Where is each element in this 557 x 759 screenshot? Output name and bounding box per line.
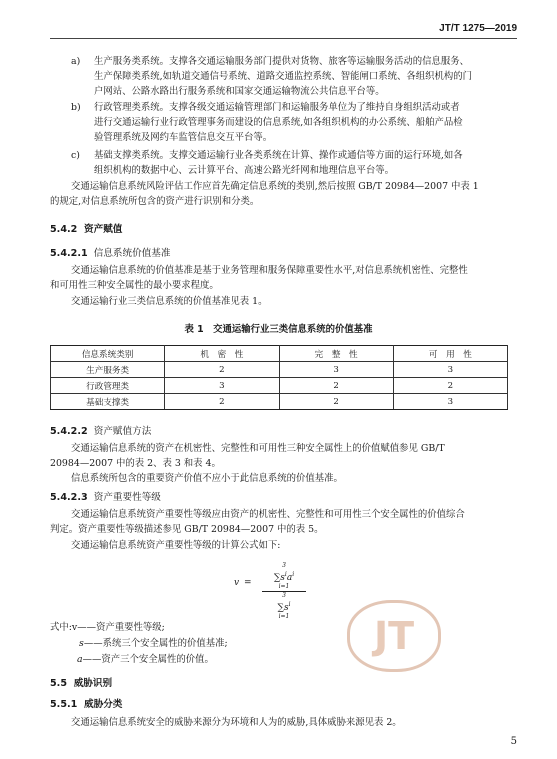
table-cell: 基础支撑类	[51, 394, 165, 410]
jt-watermark-stamp: JT	[347, 600, 441, 672]
where-symbol: s	[79, 638, 84, 649]
item-a-label: a)	[71, 56, 81, 67]
para4-line2: 20984—2007 中的表 2、表 3 和表 4。	[50, 458, 221, 469]
section-number: 5.4.2.2	[50, 426, 88, 437]
item-c-line2: 组织机构的数据中心、云计算平台、高速公路光纤网和地理信息平台等。	[94, 165, 395, 176]
table-cell: 3	[279, 362, 393, 378]
section-number: 5.5	[50, 678, 67, 689]
table-cell: 3	[393, 362, 507, 378]
item-b-label: b)	[71, 102, 81, 113]
table-cell: 2	[279, 378, 393, 394]
formula-equals: =	[244, 578, 252, 588]
item-c-label: c)	[71, 150, 80, 161]
section-number: 5.4.2.1	[50, 248, 88, 259]
numerator: $\sum s^ia^i$	[273, 571, 295, 583]
where-symbol: 式中:v	[50, 622, 78, 633]
formula-fraction	[262, 563, 306, 620]
section-5-5-1	[50, 697, 122, 712]
sum-upper: 3	[282, 592, 286, 599]
col-header: 可 用 性	[393, 346, 507, 362]
para5: 信息系统所包含的重要资产价值不应小于此信息系统的价值基准。	[71, 473, 343, 484]
table-cell: 2	[393, 378, 507, 394]
para1-line2: 的规定,对信息系统所包含的资产进行识别和分类。	[50, 196, 260, 207]
section-number: 5.4.2.3	[50, 492, 88, 503]
where-a	[77, 652, 214, 667]
table-cell: 行政管理类	[51, 378, 165, 394]
section-number: 5.4.2	[50, 224, 78, 235]
where-s	[79, 636, 228, 651]
section-5-5	[50, 676, 112, 691]
col-header: 完 整 性	[279, 346, 393, 362]
para6-line2: 判定。资产重要性等级描述参见 GB/T 20984—2007 中的表 5。	[50, 524, 324, 535]
table-row	[51, 362, 508, 378]
sum-upper: 3	[282, 562, 286, 569]
item-a-line3: 户网站、公路水路出行服务系统和国家交通运输物流公共信息平台等。	[94, 86, 385, 97]
where-v	[50, 620, 165, 635]
item-a-line2: 生产保障类系统,如轨道交通信号系统、道路交通监控系统、智能闸口系统、各组织机构的门	[94, 71, 472, 82]
value-baseline-table	[50, 345, 508, 410]
section-title: 资产重要性等级	[93, 492, 161, 503]
table-header-row	[51, 346, 508, 362]
item-b-line3: 验管理系统及网约车监管信息交互平台等。	[94, 132, 273, 143]
section-title: 信息系统价值基准	[93, 248, 171, 259]
section-title: 资产赋值方法	[93, 426, 152, 437]
importance-formula	[234, 562, 308, 620]
denominator: $\sum s^i$	[277, 601, 291, 613]
table-cell: 3	[393, 394, 507, 410]
section-title: 威胁分类	[84, 699, 123, 710]
section-number: 5.5.1	[50, 699, 78, 710]
doc-code: JT/T 1275—2019	[439, 23, 517, 34]
col-header: 机 密 性	[165, 346, 279, 362]
para3: 交通运输行业三类信息系统的价值基准见表 1。	[71, 296, 268, 307]
page-number: 5	[510, 736, 517, 747]
table-caption: 表 1 交通运输行业三类信息系统的价值基准	[184, 324, 373, 335]
section-5-4-2-1	[50, 246, 171, 261]
sum-lower: i=1	[278, 583, 290, 590]
para6-line1: 交通运输信息系统资产重要性等级应由资产的机密性、完整性和可用性三个安全属性的价值综合	[71, 509, 465, 520]
para1-line1: 交通运输信息系统风险评估工作应首先确定信息系统的类别,然后按照 GB/T 20984—2007 中表 1	[71, 181, 479, 192]
item-c-line1: 基础支撑类系统。支撑交通运输行业各类系统在计算、操作或通信等方面的运行环境,如各	[94, 150, 463, 161]
para7: 交通运输信息系统资产重要性等级的计算公式如下:	[71, 540, 281, 551]
section-title: 资产赋值	[84, 224, 123, 235]
para8: 交通运输信息系统安全的威胁来源分为环境和人为的威胁,具体威胁来源见表 2。	[71, 717, 402, 728]
where-symbol: a	[77, 654, 83, 665]
table-cell: 2	[279, 394, 393, 410]
table-cell: 2	[165, 394, 279, 410]
table-row	[51, 378, 508, 394]
sum-lower: i=1	[278, 613, 290, 620]
formula-lhs: v	[234, 578, 240, 588]
table-cell: 3	[165, 378, 279, 394]
table-cell: 2	[165, 362, 279, 378]
item-a-line1: 生产服务类系统。支撑各交通运输服务部门提供对货物、旅客等运输服务活动的信息服务、	[94, 56, 470, 67]
item-b-line1: 行政管理类系统。支撑各级交通运输管理部门和运输服务单位为了维持自身组织活动或者	[94, 102, 460, 113]
table-cell: 生产服务类	[51, 362, 165, 378]
section-5-4-2-2	[50, 424, 151, 439]
para4-line1: 交通运输信息系统的资产在机密性、完整性和可用性三种安全属性上的价值赋值参见 GB/T	[71, 443, 445, 454]
para2-line1: 交通运输信息系统的价值基准是基于业务管理和服务保障重要性水平,对信息系统机密性、完整性	[71, 265, 468, 276]
section-title: 威胁识别	[73, 678, 113, 689]
col-header: 信息系统类别	[51, 346, 165, 362]
section-5-4-2-3	[50, 490, 161, 505]
header-rule	[50, 38, 517, 39]
where-desc: ——系统三个安全属性的价值基准;	[83, 638, 228, 649]
where-desc: ——资产三个安全属性的价值。	[82, 654, 214, 665]
para2-line2: 和可用性三种安全属性的最小要求程度。	[50, 280, 219, 291]
item-b-line2: 进行交通运输行业行政管理事务而建设的信息系统,如各组织机构的办公系统、船舶产品检	[94, 117, 463, 128]
section-5-4-2	[50, 222, 122, 237]
where-desc: ——资产重要性等级;	[77, 622, 165, 633]
table-row	[51, 394, 508, 410]
